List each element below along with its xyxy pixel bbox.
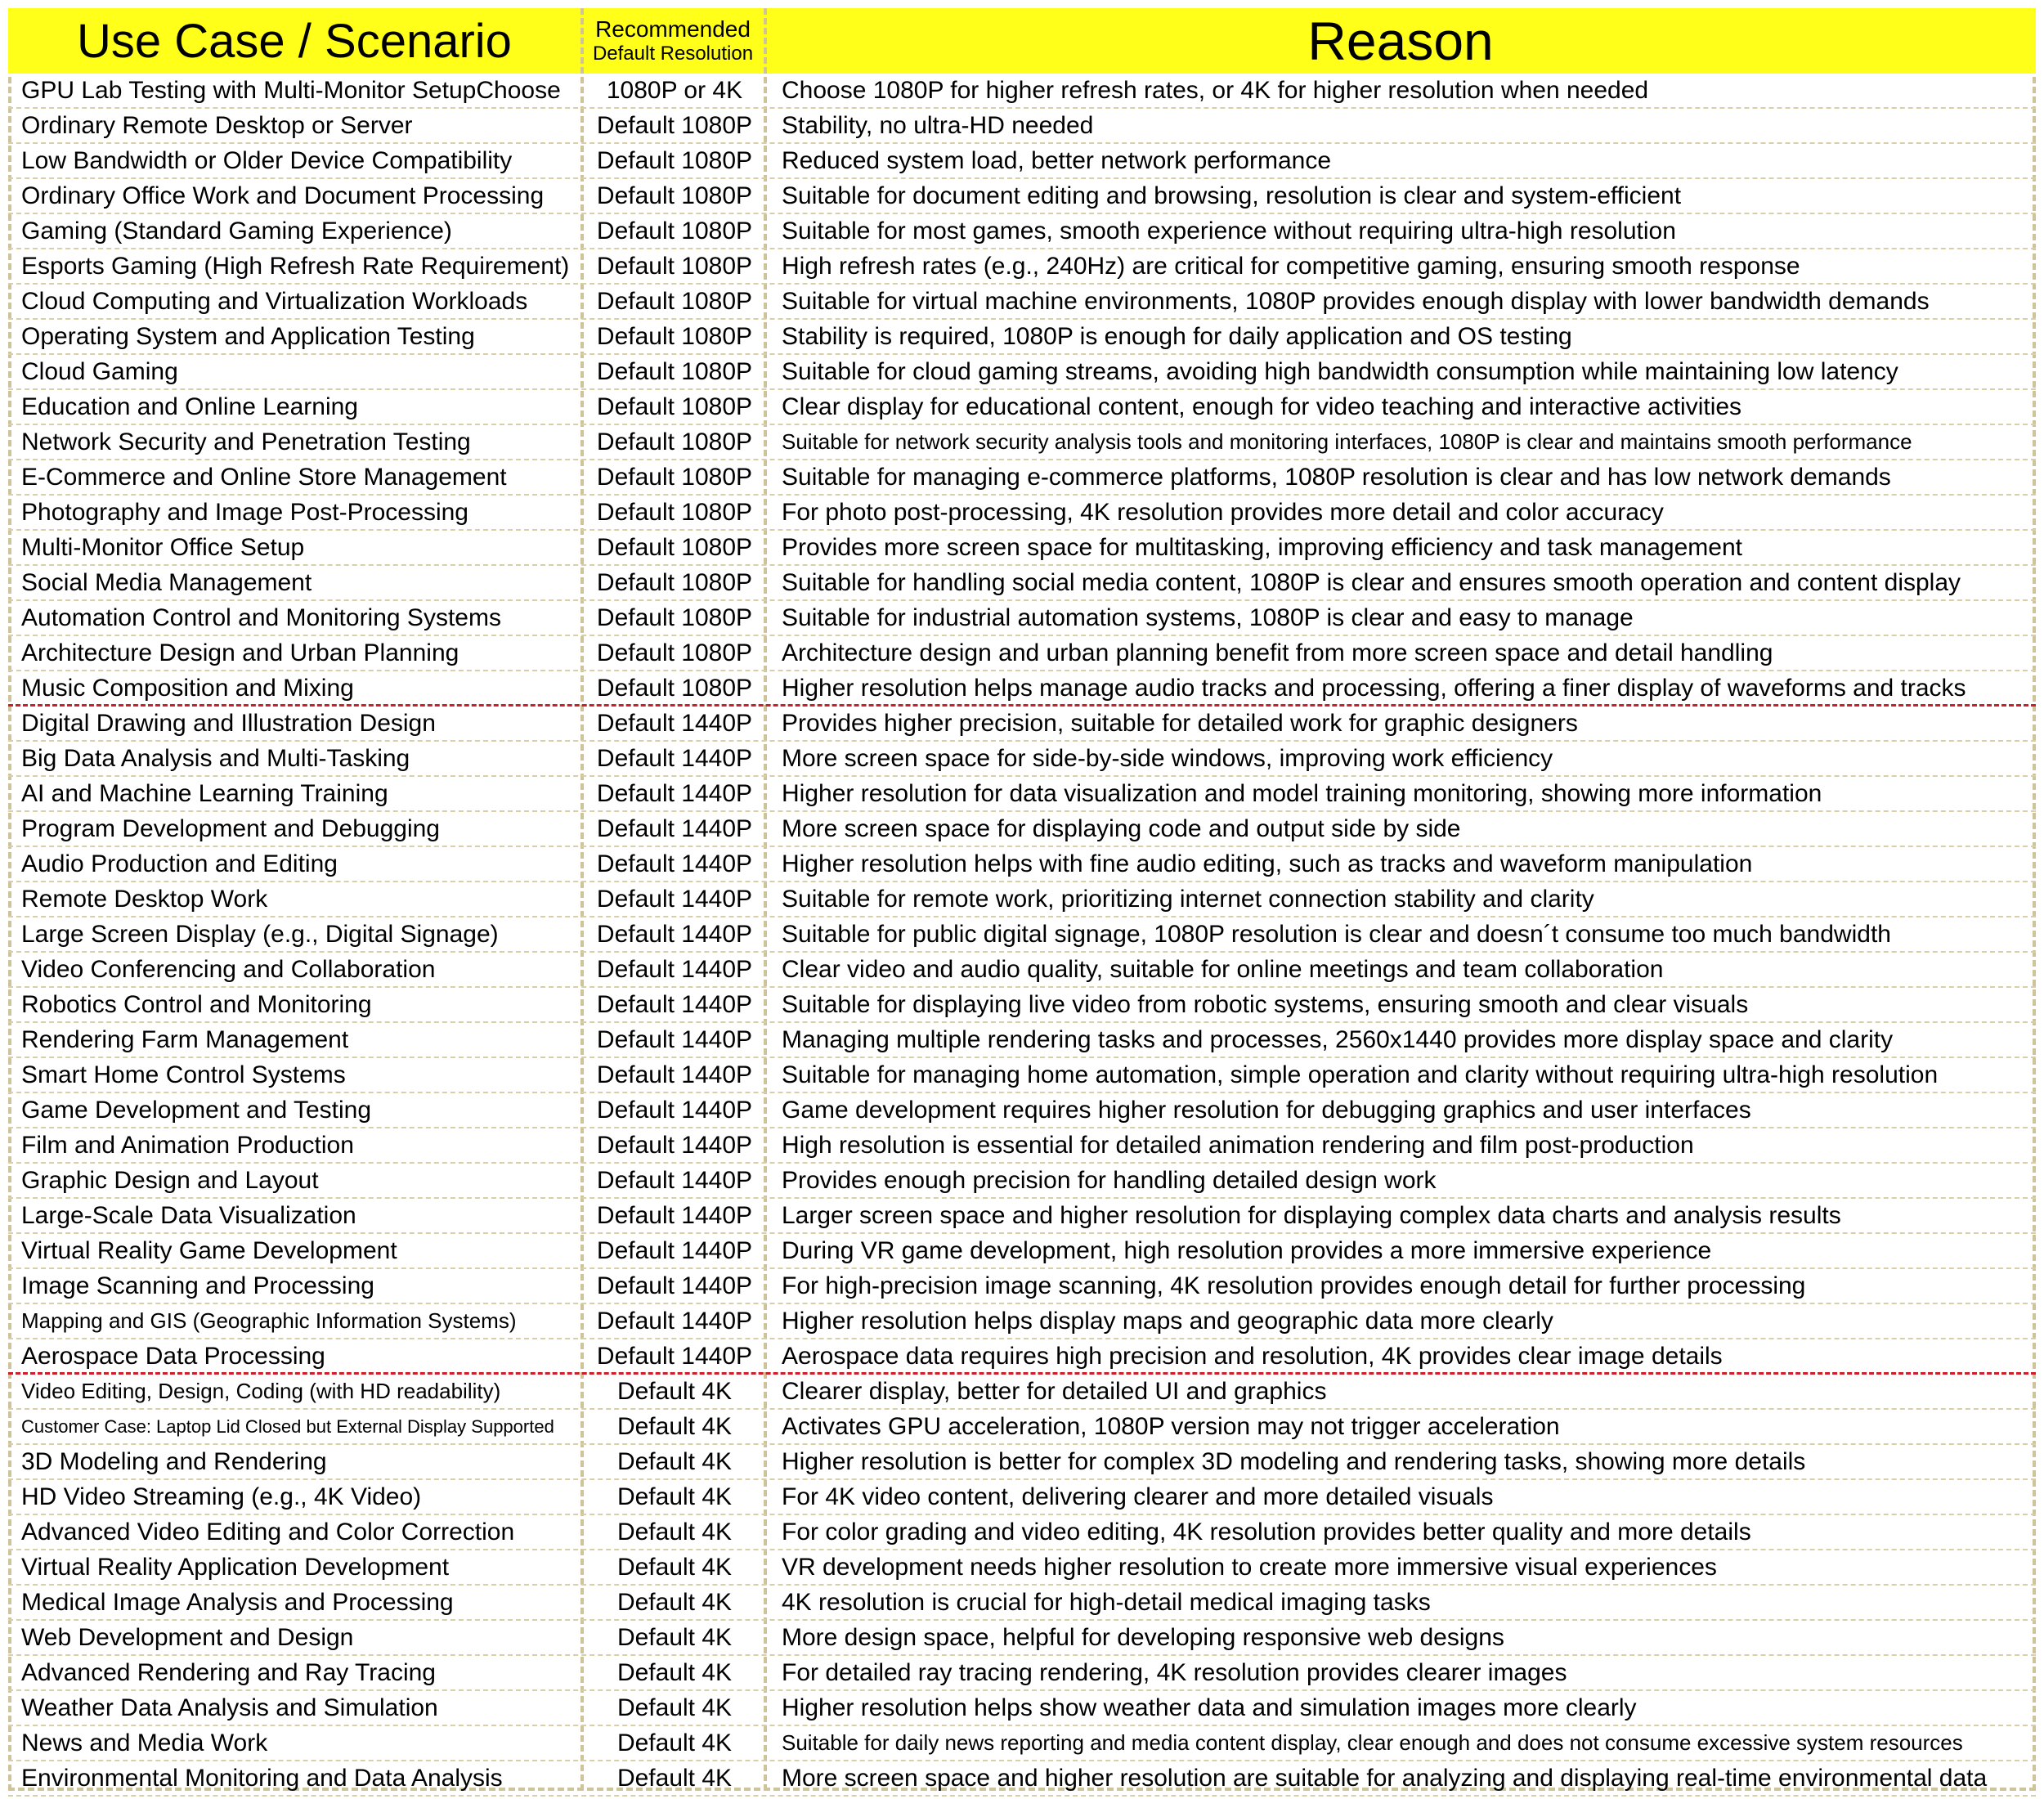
reason-cell: Suitable for managing home automation, simple operation and clarity without requiring ultra-high resolution	[782, 1061, 1939, 1088]
reason-cell: Stability is required, 1080P is enough for daily application and OS testing	[782, 323, 1572, 350]
use-case-cell: Cloud Computing and Virtualization Workloads	[21, 288, 528, 315]
reason-cell: For 4K video content, delivering clearer and more detailed visuals	[782, 1483, 1494, 1510]
resolution-cell: Default 1440P	[596, 1343, 753, 1370]
use-case-cell: Music Composition and Mixing	[21, 675, 354, 702]
table-row	[8, 988, 2036, 1023]
use-case-cell: Network Security and Penetration Testing	[21, 428, 471, 455]
use-case-cell: Game Development and Testing	[21, 1097, 372, 1124]
use-case-cell: Big Data Analysis and Multi-Tasking	[21, 745, 410, 772]
use-case-cell: Aerospace Data Processing	[21, 1343, 325, 1370]
table-row	[8, 566, 2036, 601]
table-row	[8, 320, 2036, 355]
resolution-cell: Default 1440P	[596, 745, 753, 772]
table-row	[8, 1339, 2036, 1375]
table-row	[8, 1761, 2036, 1797]
reason-cell: For high-precision image scanning, 4K resolution provides enough detail for further processing	[782, 1272, 1806, 1299]
reason-cell: Higher resolution helps display maps and geographic data more clearly	[782, 1308, 1553, 1335]
reason-cell: Higher resolution for data visualization and model training monitoring, showing more information	[782, 780, 1822, 807]
reason-cell: Suitable for daily news reporting and media content display, clear enough and does not consume excessive system resources	[782, 1730, 1963, 1755]
table-row	[8, 390, 2036, 425]
use-case-cell: Large Screen Display (e.g., Digital Signage)	[21, 921, 499, 948]
use-case-cell: Multi-Monitor Office Setup	[21, 534, 305, 561]
table-row	[8, 285, 2036, 320]
reason-cell: Suitable for document editing and browsing, resolution is clear and system-efficient	[782, 182, 1682, 209]
reason-cell: Suitable for industrial automation systems, 1080P is clear and easy to manage	[782, 604, 1634, 631]
use-case-cell: Video Conferencing and Collaboration	[21, 956, 436, 983]
header-reason	[765, 8, 2036, 74]
header-recommended-line2: Default Resolution	[592, 43, 754, 65]
reason-cell: More screen space for side-by-side windows, improving work efficiency	[782, 745, 1553, 772]
table-row	[8, 1375, 2036, 1410]
header-reason-label: Reason	[1307, 11, 1494, 71]
resolution-cell: Default 4K	[616, 1554, 733, 1581]
use-case-cell: GPU Lab Testing with Multi-Monitor SetupChoose	[21, 77, 561, 104]
table-row	[8, 1586, 2036, 1621]
reason-cell: Provides higher precision, suitable for detailed work for graphic designers	[782, 710, 1578, 737]
reason-cell: Clear display for educational content, enough for video teaching and interactive activities	[782, 393, 1742, 420]
use-case-cell: Audio Production and Editing	[21, 850, 338, 877]
use-case-cell: Cloud Gaming	[21, 358, 178, 385]
use-case-cell: Graphic Design and Layout	[21, 1167, 319, 1194]
table-row	[8, 1023, 2036, 1058]
reason-cell: Suitable for displaying live video from robotic systems, ensuring smooth and clear visuals	[782, 991, 1749, 1018]
table-row	[8, 1199, 2036, 1234]
resolution-cell: Default 1440P	[596, 921, 753, 948]
reason-cell: Suitable for virtual machine environments, 1080P provides enough display with lower bandwidth demands	[782, 288, 1930, 315]
reason-cell: 4K resolution is crucial for high-detail medical imaging tasks	[782, 1589, 1431, 1616]
reason-cell: Higher resolution helps with fine audio editing, such as tracks and waveform manipulation	[782, 850, 1753, 877]
resolution-cell: Default 1080P	[596, 393, 753, 420]
reason-cell: Suitable for cloud gaming streams, avoiding high bandwidth consumption while maintaining low latency	[782, 358, 1898, 385]
use-case-cell: Environmental Monitoring and Data Analysis	[21, 1765, 503, 1792]
resolution-cell: Default 1080P	[596, 182, 753, 209]
resolution-cell: Default 4K	[616, 1659, 733, 1686]
reason-cell: Architecture design and urban planning benefit from more screen space and detail handling	[782, 639, 1773, 666]
resolution-cell: Default 1440P	[596, 1202, 753, 1229]
resolution-cell: Default 1440P	[596, 956, 753, 983]
table-row	[8, 742, 2036, 777]
resolution-cell: Default 1080P	[596, 569, 753, 596]
use-case-cell: Large-Scale Data Visualization	[21, 1202, 356, 1229]
resolution-cell: Default 1440P	[596, 780, 753, 807]
table-row	[8, 671, 2036, 707]
resolution-cell: Default 1440P	[596, 1097, 753, 1124]
table-row	[8, 1726, 2036, 1761]
table-row	[8, 109, 2036, 144]
resolution-cell: Default 1080P	[596, 464, 753, 491]
table-row	[8, 214, 2036, 249]
reason-cell: Clear video and audio quality, suitable for online meetings and team collaboration	[782, 956, 1664, 983]
table-row	[8, 917, 2036, 953]
table-row	[8, 460, 2036, 496]
resolution-cell: Default 1080P	[596, 218, 753, 245]
resolution-cell: 1080P or 4K	[606, 77, 743, 104]
table-row	[8, 496, 2036, 531]
use-case-cell: Gaming (Standard Gaming Experience)	[21, 218, 452, 245]
resolution-cell: Default 1080P	[596, 604, 753, 631]
table-row	[8, 355, 2036, 390]
table-row	[8, 777, 2036, 812]
reason-cell: Provides more screen space for multitasking, improving efficiency and task management	[782, 534, 1742, 561]
reason-cell: For detailed ray tracing rendering, 4K resolution provides clearer images	[782, 1659, 1567, 1686]
table-row	[8, 1093, 2036, 1128]
resolution-cell: Default 4K	[616, 1624, 733, 1651]
use-case-cell: Smart Home Control Systems	[21, 1061, 346, 1088]
table-row	[8, 1269, 2036, 1304]
resolution-cell: Default 1440P	[596, 1237, 753, 1264]
resolution-cell: Default 1080P	[596, 534, 753, 561]
use-case-cell: Esports Gaming (High Refresh Rate Requirement)	[21, 253, 570, 280]
header-recommended	[580, 8, 765, 74]
table-row	[8, 1445, 2036, 1480]
resolution-cell: Default 4K	[616, 1729, 733, 1756]
reason-cell: Higher resolution helps show weather data and simulation images more clearly	[782, 1694, 1637, 1721]
reason-cell: Provides enough precision for handling detailed design work	[782, 1167, 1437, 1194]
use-case-cell: Education and Online Learning	[21, 393, 358, 420]
reason-cell: High refresh rates (e.g., 240Hz) are critical for competitive gaming, ensuring smooth response	[782, 253, 1800, 280]
resolution-cell: Default 4K	[616, 1378, 733, 1405]
reason-cell: Higher resolution helps manage audio tracks and processing, offering a finer display of waveforms and tracks	[782, 675, 1966, 702]
use-case-cell: Ordinary Office Work and Document Processing	[21, 182, 545, 209]
resolution-cell: Default 1440P	[596, 1026, 753, 1053]
use-case-cell: 3D Modeling and Rendering	[21, 1448, 327, 1475]
resolution-cell: Default 1080P	[596, 428, 753, 455]
reason-cell: High resolution is essential for detailed animation rendering and film post-production	[782, 1132, 1694, 1159]
reason-cell: Managing multiple rendering tasks and processes, 2560x1440 provides more display space and clarity	[782, 1026, 1894, 1053]
use-case-cell: Advanced Video Editing and Color Correction	[21, 1519, 515, 1546]
resolution-cell: Default 1080P	[596, 323, 753, 350]
use-case-cell: HD Video Streaming (e.g., 4K Video)	[21, 1483, 422, 1510]
table-row	[8, 179, 2036, 214]
resolution-cell: Default 4K	[616, 1413, 733, 1440]
reason-cell: Suitable for most games, smooth experience without requiring ultra-high resolution	[782, 218, 1676, 245]
table-row	[8, 249, 2036, 285]
reason-cell: Stability, no ultra-HD needed	[782, 112, 1094, 139]
table-row	[8, 1058, 2036, 1093]
use-case-cell: Architecture Design and Urban Planning	[21, 639, 459, 666]
table-row	[8, 882, 2036, 917]
use-case-cell: Advanced Rendering and Ray Tracing	[21, 1659, 436, 1686]
table-row	[8, 1164, 2036, 1199]
reason-cell: Aerospace data requires high precision and resolution, 4K provides clear image details	[782, 1343, 1723, 1370]
table-row	[8, 1550, 2036, 1586]
resolution-cell: Default 1080P	[596, 147, 753, 174]
table-row	[8, 636, 2036, 671]
use-case-cell: Remote Desktop Work	[21, 886, 268, 913]
use-case-cell: Customer Case: Laptop Lid Closed but External Display Supported	[21, 1416, 554, 1437]
table-row	[8, 1480, 2036, 1515]
resolution-cell: Default 1440P	[596, 991, 753, 1018]
resolution-cell: Default 1080P	[596, 288, 753, 315]
use-case-cell: Operating System and Application Testing	[21, 323, 475, 350]
resolution-cell: Default 1440P	[596, 1061, 753, 1088]
table-row	[8, 74, 2036, 109]
resolution-cell: Default 1080P	[596, 358, 753, 385]
resolution-cell: Default 1080P	[596, 639, 753, 666]
use-case-cell: News and Media Work	[21, 1729, 268, 1756]
resolution-cell: Default 4K	[616, 1448, 733, 1475]
resolution-cell: Default 1440P	[596, 1132, 753, 1159]
use-case-cell: Mapping and GIS (Geographic Information Systems)	[21, 1308, 517, 1333]
use-case-cell: Weather Data Analysis and Simulation	[21, 1694, 438, 1721]
resolution-cell: Default 1440P	[596, 1272, 753, 1299]
table-row	[8, 531, 2036, 566]
reason-cell: VR development needs higher resolution to create more immersive visual experiences	[782, 1554, 1717, 1581]
table-row	[8, 1691, 2036, 1726]
resolution-cell: Default 1440P	[596, 1167, 753, 1194]
use-case-cell: Web Development and Design	[21, 1624, 354, 1651]
use-case-cell: Program Development and Debugging	[21, 815, 440, 842]
use-case-cell: Robotics Control and Monitoring	[21, 991, 372, 1018]
reason-cell: Clearer display, better for detailed UI and graphics	[782, 1378, 1327, 1405]
reason-cell: Larger screen space and higher resolution for displaying complex data charts and analysis results	[782, 1202, 1841, 1229]
reason-cell: Suitable for public digital signage, 1080P resolution is clear and doesn´t consume too much bandwidth	[782, 921, 1891, 948]
use-case-cell: Photography and Image Post-Processing	[21, 499, 468, 526]
header-recommended-line1: Recommended	[595, 16, 751, 43]
table-row	[8, 1128, 2036, 1164]
table-row	[8, 1656, 2036, 1691]
table-row	[8, 144, 2036, 179]
header-use-case	[8, 8, 580, 74]
table-row	[8, 425, 2036, 460]
resolution-cell: Default 4K	[616, 1765, 733, 1792]
use-case-cell: Medical Image Analysis and Processing	[21, 1589, 454, 1616]
use-case-cell: Image Scanning and Processing	[21, 1272, 374, 1299]
reason-cell: Activates GPU acceleration, 1080P version may not trigger acceleration	[782, 1413, 1560, 1440]
use-case-cell: Ordinary Remote Desktop or Server	[21, 112, 413, 139]
use-case-cell: Automation Control and Monitoring Systems	[21, 604, 501, 631]
resolution-cell: Default 1440P	[596, 710, 753, 737]
resolution-cell: Default 1080P	[596, 499, 753, 526]
use-case-cell: E-Commerce and Online Store Management	[21, 464, 507, 491]
reason-cell: For photo post-processing, 4K resolution provides more detail and color accuracy	[782, 499, 1664, 526]
reason-cell: Game development requires higher resolution for debugging graphics and user interfaces	[782, 1097, 1751, 1124]
resolution-cell: Default 4K	[616, 1694, 733, 1721]
table-row	[8, 601, 2036, 636]
table-row	[8, 1621, 2036, 1656]
reason-cell: More design space, helpful for developing responsive web designs	[782, 1624, 1504, 1651]
reason-cell: More screen space for displaying code and output side by side	[782, 815, 1461, 842]
reason-cell: Suitable for remote work, prioritizing internet connection stability and clarity	[782, 886, 1594, 913]
table-row	[8, 1515, 2036, 1550]
resolution-cell: Default 1440P	[596, 815, 753, 842]
reason-cell: Choose 1080P for higher refresh rates, or 4K for higher resolution when needed	[782, 77, 1649, 104]
use-case-cell: Virtual Reality Game Development	[21, 1237, 397, 1264]
reason-cell: Suitable for network security analysis tools and monitoring interfaces, 1080P is clear and maintains smooth performance	[782, 429, 1912, 454]
use-case-cell: Digital Drawing and Illustration Design	[21, 710, 436, 737]
reason-cell: Suitable for managing e-commerce platforms, 1080P resolution is clear and has low network demands	[782, 464, 1891, 491]
resolution-cell: Default 4K	[616, 1589, 733, 1616]
use-case-cell: Video Editing, Design, Coding (with HD readability)	[21, 1379, 501, 1403]
resolution-cell: Default 1080P	[596, 112, 753, 139]
table-row	[8, 953, 2036, 988]
use-case-cell: AI and Machine Learning Training	[21, 780, 388, 807]
table-row	[8, 1304, 2036, 1339]
table-row	[8, 707, 2036, 742]
reason-cell: More screen space and higher resolution are suitable for analyzing and displaying real-time environmental data	[782, 1765, 1988, 1792]
resolution-cell: Default 1080P	[596, 675, 753, 702]
table-row	[8, 812, 2036, 847]
use-case-cell: Virtual Reality Application Development	[21, 1554, 450, 1581]
reason-cell: For color grading and video editing, 4K resolution provides better quality and more details	[782, 1519, 1751, 1546]
table-row	[8, 847, 2036, 882]
use-case-cell: Low Bandwidth or Older Device Compatibility	[21, 147, 513, 174]
use-case-cell: Film and Animation Production	[21, 1132, 354, 1159]
use-case-cell: Rendering Farm Management	[21, 1026, 349, 1053]
resolution-cell: Default 1080P	[596, 253, 753, 280]
reason-cell: Reduced system load, better network performance	[782, 147, 1331, 174]
table-row	[8, 1234, 2036, 1269]
resolution-cell: Default 1440P	[596, 850, 753, 877]
resolution-cell: Default 1440P	[596, 886, 753, 913]
resolution-cell: Default 4K	[616, 1519, 733, 1546]
resolution-cell: Default 4K	[616, 1483, 733, 1510]
reason-cell: Suitable for handling social media content, 1080P is clear and ensures smooth operation and content display	[782, 569, 1961, 596]
resolution-cell: Default 1440P	[596, 1308, 753, 1335]
reason-cell: Higher resolution is better for complex 3D modeling and rendering tasks, showing more details	[782, 1448, 1806, 1475]
header-use-case-label: Use Case / Scenario	[77, 14, 512, 68]
table-row	[8, 1410, 2036, 1445]
reason-cell: During VR game development, high resolution provides a more immersive experience	[782, 1237, 1712, 1264]
use-case-cell: Social Media Management	[21, 569, 312, 596]
